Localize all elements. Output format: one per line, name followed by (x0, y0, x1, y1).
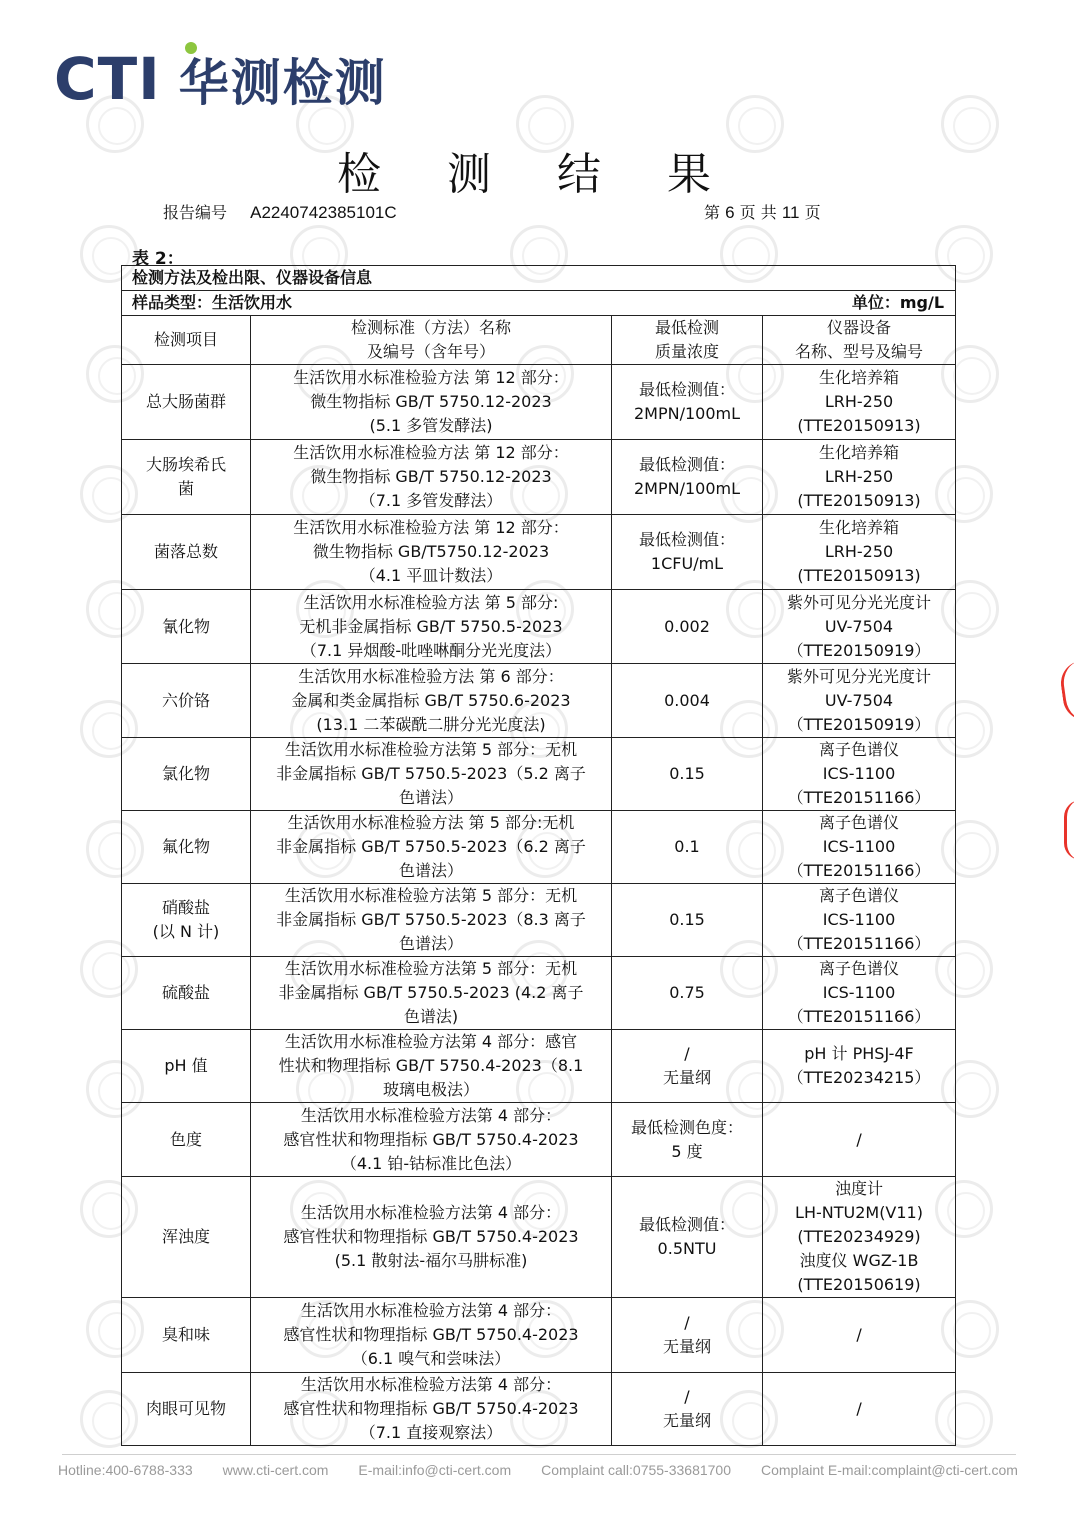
page-title: 检 测 结 果 (337, 149, 737, 200)
method-table (121, 265, 956, 1446)
footer-hotline: Hotline:400-6788-333 (58, 1462, 193, 1478)
cti-logo (54, 44, 387, 114)
cell-limit: 最低检测值： 0.5NTU (612, 1177, 763, 1298)
cell-equipment: 生化培养箱 LRH-250 (TTE20150913) (763, 440, 956, 515)
cell-item: 总大肠菌群 (122, 365, 251, 440)
table-row (122, 811, 956, 884)
cell-limit: 0.004 (612, 664, 763, 738)
cell-limit: 0.15 (612, 738, 763, 811)
logo-dot-icon (185, 42, 197, 54)
cell-equipment: / (763, 1373, 956, 1446)
page-suffix: 页 (804, 203, 821, 222)
table-row (122, 1373, 956, 1446)
stamp-fragment-icon (1064, 800, 1074, 860)
cell-method: 生活饮用水标准检验方法第 4 部分： 感官性状和物理指标 GB/T 5750.4-2023 （4.1 铂-钴标准比色法） (251, 1103, 612, 1177)
cell-equipment: 生化培养箱 LRH-250 (TTE20150913) (763, 365, 956, 440)
column-header-row (122, 316, 956, 365)
cell-method: 生活饮用水标准检验方法第 4 部分： 感官性状和物理指标 GB/T 5750.4-2023 （7.1 直接观察法） (251, 1373, 612, 1446)
cell-item: 菌落总数 (122, 515, 251, 590)
cell-item: 肉眼可见物 (122, 1373, 251, 1446)
footer-complaint-email: Complaint E-mail:complaint@cti-cert.com (761, 1462, 1018, 1478)
sample-type-cell (122, 291, 956, 316)
cell-item: 氟化物 (122, 811, 251, 884)
column-header: 最低检测 质量浓度 (612, 316, 763, 365)
cell-equipment: / (763, 1298, 956, 1373)
cell-method: 生活饮用水标准检验方法第 4 部分：感官 性状和物理指标 GB/T 5750.4-2023（8.1 玻璃电极法） (251, 1030, 612, 1103)
table-row (122, 1177, 956, 1298)
cell-equipment: 紫外可见分光光度计 UV-7504 （TTE20150919） (763, 590, 956, 664)
sample-type: 样品类型：生活饮用水 (132, 293, 293, 312)
cell-limit: 最低检测值： 2MPN/100mL (612, 440, 763, 515)
footer (58, 1462, 1018, 1478)
section-title-row (122, 266, 956, 291)
cell-method: 生活饮用水标准检验方法第 5 部分：无机 非金属指标 GB/T 5750.5-2023（8.3 离子 色谱法） (251, 884, 612, 957)
table-row (122, 957, 956, 1030)
cell-item: 氰化物 (122, 590, 251, 664)
footer-email: E-mail:info@cti-cert.com (358, 1462, 512, 1478)
cell-equipment: 离子色谱仪 ICS-1100 （TTE20151166） (763, 957, 956, 1030)
table-row (122, 1103, 956, 1177)
table-row (122, 1030, 956, 1103)
cell-item: 六价铬 (122, 664, 251, 738)
cell-item: 臭和味 (122, 1298, 251, 1373)
cell-item: 大肠埃希氏 菌 (122, 440, 251, 515)
cell-limit: 最低检测色度： 5 度 (612, 1103, 763, 1177)
cell-method: 生活饮用水标准检验方法 第 5 部分: 无机非金属指标 GB/T 5750.5-2023 （7.1 异烟酸-吡唑啉酮分光光度法） (251, 590, 612, 664)
cell-method: 生活饮用水标准检验方法第 5 部分：无机 非金属指标 GB/T 5750.5-2023（5.2 离子 色谱法） (251, 738, 612, 811)
cell-equipment: pH 计 PHSJ-4F （TTE20234215） (763, 1030, 956, 1103)
cell-equipment: 浊度计 LH-NTU2M(V11) (TTE20234929) 浊度仪 WGZ-1B (TTE20150619) (763, 1177, 956, 1298)
section-title: 检测方法及检出限、仪器设备信息 (122, 266, 956, 291)
unit-label: 单位：mg/L (851, 293, 945, 312)
cell-item: 浑浊度 (122, 1177, 251, 1298)
table-row (122, 664, 956, 738)
cell-equipment: 离子色谱仪 ICS-1100 （TTE20151166） (763, 811, 956, 884)
cell-method: 生活饮用水标准检验方法第 4 部分： 感官性状和物理指标 GB/T 5750.4-2023 (5.1 散射法-福尔马肼标准) (251, 1177, 612, 1298)
cell-item: 硫酸盐 (122, 957, 251, 1030)
cell-limit: / 无量纲 (612, 1373, 763, 1446)
cell-limit: / 无量纲 (612, 1298, 763, 1373)
cell-equipment: / (763, 1103, 956, 1177)
cell-method: 生活饮用水标准检验方法 第 5 部分:无机 非金属指标 GB/T 5750.5-2023（6.2 离子 色谱法） (251, 811, 612, 884)
cell-method: 生活饮用水标准检验方法 第 12 部分： 微生物指标 GB/T 5750.12-2023 (5.1 多管发酵法) (251, 365, 612, 440)
cell-equipment: 离子色谱仪 ICS-1100 （TTE20151166） (763, 884, 956, 957)
table-label: 表 2： (132, 249, 184, 269)
cell-limit: / 无量纲 (612, 1030, 763, 1103)
footer-divider (62, 1454, 1016, 1455)
report-label: 报告编号 (163, 203, 228, 222)
report-number-value: A2240742385101C (250, 203, 397, 222)
cell-limit: 0.1 (612, 811, 763, 884)
table-row (122, 884, 956, 957)
page-prefix: 第 (704, 203, 721, 222)
cell-method: 生活饮用水标准检验方法 第 12 部分： 微生物指标 GB/T 5750.12-2023 （7.1 多管发酵法） (251, 440, 612, 515)
stamp-fragment-icon (1058, 661, 1074, 724)
table-row (122, 515, 956, 590)
table-row (122, 590, 956, 664)
sample-type-row (122, 291, 956, 316)
table-row (122, 365, 956, 440)
cell-equipment: 离子色谱仪 ICS-1100 （TTE20151166） (763, 738, 956, 811)
table-row (122, 1298, 956, 1373)
cell-item: 氯化物 (122, 738, 251, 811)
logo-latin: CTI (54, 45, 161, 113)
cell-limit: 最低检测值： 2MPN/100mL (612, 365, 763, 440)
cell-method: 生活饮用水标准检验方法第 4 部分： 感官性状和物理指标 GB/T 5750.4-2023 （6.1 嗅气和尝味法） (251, 1298, 612, 1373)
page-total: 11 (781, 203, 800, 222)
report-number (163, 200, 397, 223)
logo-chinese: 华测检测 (178, 54, 387, 112)
cell-item: pH 值 (122, 1030, 251, 1103)
column-header: 仪器设备 名称、型号及编号 (763, 316, 956, 365)
cell-limit: 0.75 (612, 957, 763, 1030)
cell-method: 生活饮用水标准检验方法 第 6 部分： 金属和类金属指标 GB/T 5750.6-2023 (13.1 二苯碳酰二肼分光光度法) (251, 664, 612, 738)
cell-item: 硝酸盐 (以 N 计) (122, 884, 251, 957)
cell-method: 生活饮用水标准检验方法 第 12 部分： 微生物指标 GB/T5750.12-2023 （4.1 平皿计数法） (251, 515, 612, 590)
cell-equipment: 生化培养箱 LRH-250 (TTE20150913) (763, 515, 956, 590)
cell-equipment: 紫外可见分光光度计 UV-7504 （TTE20150919） (763, 664, 956, 738)
page-current: 6 (725, 203, 735, 222)
cell-limit: 最低检测值： 1CFU/mL (612, 515, 763, 590)
page-mid: 页 共 (739, 203, 777, 222)
cell-item: 色度 (122, 1103, 251, 1177)
cell-limit: 0.002 (612, 590, 763, 664)
table-row (122, 738, 956, 811)
footer-website: www.cti-cert.com (222, 1462, 329, 1478)
page-indicator (704, 200, 821, 223)
table-row (122, 440, 956, 515)
column-header: 检测项目 (122, 316, 251, 365)
column-header: 检测标准（方法）名称 及编号（含年号） (251, 316, 612, 365)
cell-limit: 0.15 (612, 884, 763, 957)
cell-method: 生活饮用水标准检验方法第 5 部分：无机 非金属指标 GB/T 5750.5-2023 (4.2 离子 色谱法) (251, 957, 612, 1030)
footer-complaint-call: Complaint call:0755-33681700 (541, 1462, 732, 1478)
